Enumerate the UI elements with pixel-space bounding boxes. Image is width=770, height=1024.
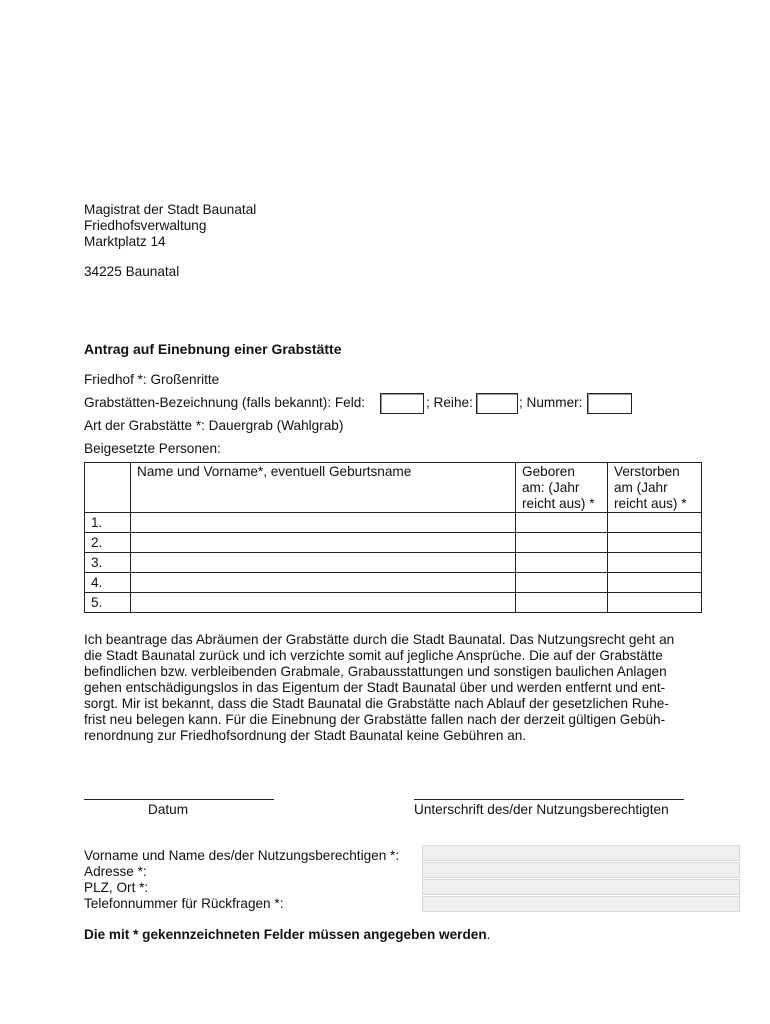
- signature-label: Unterschrift des/der Nutzungsberechtigten: [414, 802, 669, 817]
- contact-phone-field[interactable]: [422, 896, 740, 912]
- statement-line: Ich beantrage das Abräumen der Grabstätte durch die Stadt Baunatal. Das Nutzungsrecht geht an: [84, 632, 675, 647]
- persons-table: [84, 462, 702, 613]
- col-name-header: Name und Vorname*, eventuell Geburtsname: [131, 463, 516, 513]
- nummer-label: ; Nummer:: [519, 395, 583, 410]
- table-row: [85, 513, 702, 533]
- statement-line: gehen entschädigungslos in das Eigentum der Stadt Baunatal über und werden entfernt und ent-: [84, 680, 666, 695]
- born-cell[interactable]: [516, 513, 608, 533]
- reihe-input[interactable]: [476, 393, 518, 414]
- name-cell[interactable]: [131, 593, 516, 613]
- contact-plz-field[interactable]: [422, 879, 740, 895]
- row-number: 5.: [85, 593, 131, 613]
- date-label: Datum: [148, 802, 189, 817]
- col-number-header: [85, 463, 131, 513]
- died-cell[interactable]: [608, 593, 702, 613]
- row-number: 4.: [85, 573, 131, 593]
- name-cell[interactable]: [131, 573, 516, 593]
- grave-type-line: Art der Grabstätte *: Dauergrab (Wahlgrab): [84, 418, 344, 433]
- born-cell[interactable]: [516, 533, 608, 553]
- born-cell[interactable]: [516, 573, 608, 593]
- required-fields-note-end: .: [486, 927, 491, 942]
- recipient-street: Marktplatz 14: [84, 234, 166, 249]
- grave-id-label: Grabstätten-Bezeichnung (falls bekannt): Feld:: [84, 395, 366, 410]
- signature-line[interactable]: [414, 799, 684, 800]
- row-number: 2.: [85, 533, 131, 553]
- died-cell[interactable]: [608, 573, 702, 593]
- died-cell[interactable]: [608, 513, 702, 533]
- persons-label: Beigesetzte Personen:: [84, 441, 221, 456]
- col-born-header: Geboren am: (Jahr reicht aus) *: [516, 463, 608, 513]
- statement-line: frist neu belegen kann. Für die Einebnung der Grabstätte fallen nach der derzeit gültigen Gebüh-: [84, 712, 666, 727]
- date-signature-line[interactable]: [84, 799, 274, 800]
- name-cell[interactable]: [131, 513, 516, 533]
- col-died-header: Verstorben am (Jahr reicht aus) *: [608, 463, 702, 513]
- row-number: 1.: [85, 513, 131, 533]
- recipient-name: Magistrat der Stadt Baunatal: [84, 202, 257, 217]
- feld-input[interactable]: [380, 393, 424, 414]
- contact-address-label: Adresse *:: [84, 864, 147, 879]
- statement-line: sorgt. Mir ist bekannt, dass die Stadt Baunatal die Grabstätte nach Ablauf der gesetzlichen Ruhe-: [84, 696, 669, 711]
- died-cell[interactable]: [608, 553, 702, 573]
- name-cell[interactable]: [131, 553, 516, 573]
- required-fields-note: [84, 927, 490, 943]
- contact-name-field[interactable]: [422, 845, 740, 861]
- recipient-department: Friedhofsverwaltung: [84, 218, 207, 233]
- recipient-city: 34225 Baunatal: [84, 264, 180, 279]
- table-row: [85, 533, 702, 553]
- contact-plz-label: PLZ, Ort *:: [84, 880, 149, 895]
- table-row: [85, 553, 702, 573]
- reihe-label: ; Reihe:: [426, 395, 473, 410]
- table-header-row: [85, 463, 702, 513]
- friedhof-line: Friedhof *: Großenritte: [84, 372, 220, 387]
- nummer-input[interactable]: [587, 393, 632, 414]
- name-cell[interactable]: [131, 533, 516, 553]
- died-cell[interactable]: [608, 533, 702, 553]
- table-row: [85, 573, 702, 593]
- born-cell[interactable]: [516, 553, 608, 573]
- statement-line: renordnung zur Friedhofsordnung der Stadt Baunatal keine Gebühren an.: [84, 728, 527, 743]
- contact-phone-label: Telefonnummer für Rückfragen *:: [84, 896, 284, 911]
- contact-address-field[interactable]: [422, 862, 740, 878]
- row-number: 3.: [85, 553, 131, 573]
- required-fields-note-bold: Die mit * gekennzeichneten Felder müssen angegeben werden: [84, 927, 487, 942]
- statement-line: die Stadt Baunatal zurück und ich verzichte somit auf jegliche Ansprüche. Die auf der Grabstätte: [84, 648, 663, 663]
- born-cell[interactable]: [516, 593, 608, 613]
- contact-name-label: Vorname und Name des/der Nutzungsberechtigen *:: [84, 848, 400, 863]
- statement-line: befindlichen bzw. verbleibenden Grabmale, Grabausstattungen und sonstigen baulichen Anlagen: [84, 664, 667, 679]
- form-title: Antrag auf Einebnung einer Grabstätte: [84, 341, 342, 357]
- table-row: [85, 593, 702, 613]
